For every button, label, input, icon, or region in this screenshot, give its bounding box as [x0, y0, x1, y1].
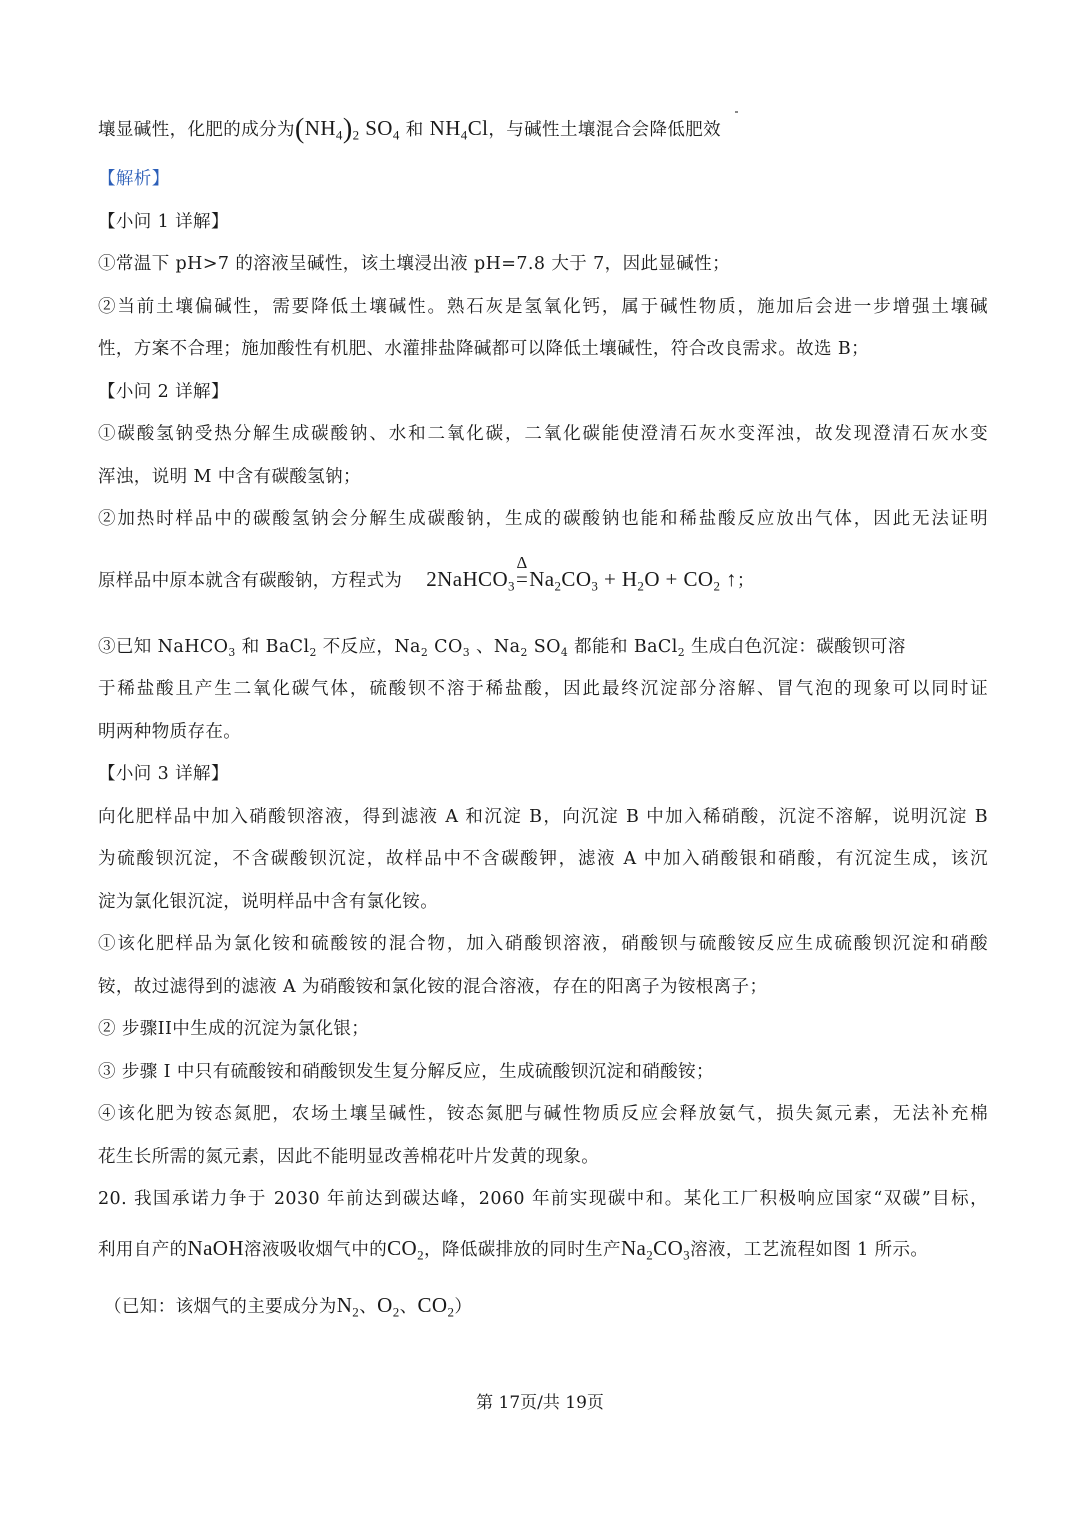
paragraph-line: ②当前土壤偏碱性，需要降低土壤碱性。熟石灰是氢氧化钙，属于碱性物质，施加后会进一步增强土壤碱 [98, 297, 988, 317]
sub-question-3-heading: 【小问 3 详解】 [98, 764, 229, 784]
paragraph-line: ②加热时样品中的碳酸氢钠会分解生成碳酸钠，生成的碳酸钠也能和稀盐酸反应放出气体，因此无法证明 [98, 509, 988, 529]
question-20-line: 20. 我国承诺力争于 2030 年前达到碳达峰，2060 年前实现碳中和。某化工厂积极响应国家“双碳”目标， [98, 1189, 988, 1209]
text: 生成白色沉淀：碳酸钡可溶 [690, 637, 906, 657]
question-20-line [98, 1235, 988, 1263]
formula-co2: $CO_2$ [417, 1293, 455, 1320]
text: 利用自产的 [98, 1240, 188, 1260]
chemical-equation: 2NaHCO$_3$ Δ $=Na_2CO_3 + H_2O + CO_2$ ↑ [426, 553, 737, 594]
text: ） [454, 1297, 473, 1317]
heat-equals-sign: Δ = [515, 553, 529, 591]
text: ，降低碳排放的同时生产 [424, 1240, 621, 1260]
formula-ammonium-sulfate: $(NH_4)_2$ $SO_4$ [294, 113, 400, 145]
text: 都能和 BaCl [574, 637, 678, 657]
text: 、 [399, 1297, 418, 1317]
sub-question-2-heading: 【小问 2 详解】 [98, 382, 229, 402]
text: ，与碱性土壤混合会降低肥效 [488, 120, 722, 140]
text: 溶液吸收烟气中的 [243, 1240, 388, 1260]
text: 和 [405, 120, 424, 140]
text: 原样品中原本就含有碳酸钠，方程式为 [98, 571, 403, 591]
known-condition-line [104, 1292, 994, 1320]
paragraph-line: 花生长所需的氮元素，因此不能明显改善棉花叶片发黄的现象。 [98, 1147, 600, 1167]
text: CO [434, 637, 463, 657]
paragraph-line: 淀为氯化银沉淀，说明样品中含有氯化铵。 [98, 892, 439, 912]
paragraph-line: 性，方案不合理；施加酸性有机肥、水灌排盐降碱都可以降低土壤碱性，符合改良需求。故选 B； [98, 339, 870, 359]
text: 、Na [476, 637, 521, 657]
formula-o2: $O_2$ [377, 1293, 400, 1320]
text: 、 [359, 1297, 378, 1317]
text: ； [736, 571, 755, 591]
paragraph-line: ③ 步骤 I 中只有硫酸铵和硝酸钡发生复分解反应，生成硫酸钡沉淀和硝酸铵； [98, 1062, 714, 1082]
formula-naoh: NaOH [187, 1236, 244, 1260]
formula-co2: $CO_2$ [387, 1236, 425, 1263]
paragraph-line: 明两种物质存在。 [98, 722, 242, 742]
text: 溶液，工艺流程如图 1 所示。 [690, 1240, 929, 1260]
analysis-heading: 【解析】 [98, 169, 170, 189]
paragraph-line: ③已知 NaHCO$_3$ 和 BaCl$_2$ 不反应，$Na_2$ $CO_3$ 、$Na_2$ $SO_4$ 都能和 BaCl$_2$ 生成白色沉淀：碳酸钡可溶 [98, 637, 906, 659]
paragraph-line: 于稀盐酸且产生二氧化碳气体，硫酸钡不溶于稀盐酸，因此最终沉淀部分溶解、冒气泡的现象可以同时证 [98, 679, 988, 699]
paragraph-line: ② 步骤II中生成的沉淀为氯化银； [98, 1019, 370, 1039]
text: SO [533, 637, 561, 657]
text: （已知：该烟气的主要成分为 [104, 1297, 337, 1317]
paragraph-line: ④该化肥为铵态氮肥，农场土壤呈碱性，铵态氮肥与碱性物质反应会释放氨气，损失氮元素，无法补充棉 [98, 1104, 988, 1124]
formula-ammonium-chloride: $NH_4Cl$ [429, 116, 489, 143]
answer-line-1 [98, 115, 988, 143]
paragraph-line: 浑浊，说明 M 中含有碳酸氢钠； [98, 467, 361, 487]
equation-line [98, 553, 988, 594]
text: 壤显碱性，化肥的成分为 [98, 120, 295, 140]
paragraph-line: ①常温下 pH>7 的溶液呈碱性，该土壤浸出液 pH=7.8 大于 7，因此显碱性； [98, 254, 730, 274]
formula-n2: $N_2$ [336, 1293, 360, 1320]
page-number-footer: 第 17页/共 19页 [476, 1393, 604, 1413]
formula-sodium-carbonate: $Na_2CO_3$ [620, 1236, 691, 1263]
paragraph-line: 为硫酸钡沉淀，不含碳酸钡沉淀，故样品中不含碳酸钾，滤液 A 中加入硝酸银和硝酸，有沉淀生成，该沉 [98, 849, 988, 869]
paragraph-line: 向化肥样品中加入硝酸钡溶液，得到滤液 A 和沉淀 B，向沉淀 B 中加入稀硝酸，沉淀不溶解，说明沉淀 B [98, 807, 988, 827]
paragraph-line: ①该化肥样品为氯化铵和硫酸铵的混合物，加入硝酸钡溶液，硝酸钡与硫酸铵反应生成硫酸钡沉淀和硝酸 [98, 934, 988, 954]
text: 不反应，Na [322, 637, 421, 657]
text: ③已知 NaHCO [98, 637, 229, 657]
scan-speck [735, 111, 738, 113]
paragraph-line: ①碳酸氢钠受热分解生成碳酸钠、水和二氧化碳，二氧化碳能使澄清石灰水变浑浊，故发现澄清石灰水变 [98, 424, 988, 444]
sub-question-1-heading: 【小问 1 详解】 [98, 212, 229, 232]
paragraph-line: 铵，故过滤得到的滤液 A 为硝酸铵和氯化铵的混合溶液，存在的阳离子为铵根离子； [98, 977, 768, 997]
text: 和 BaCl [241, 637, 310, 657]
